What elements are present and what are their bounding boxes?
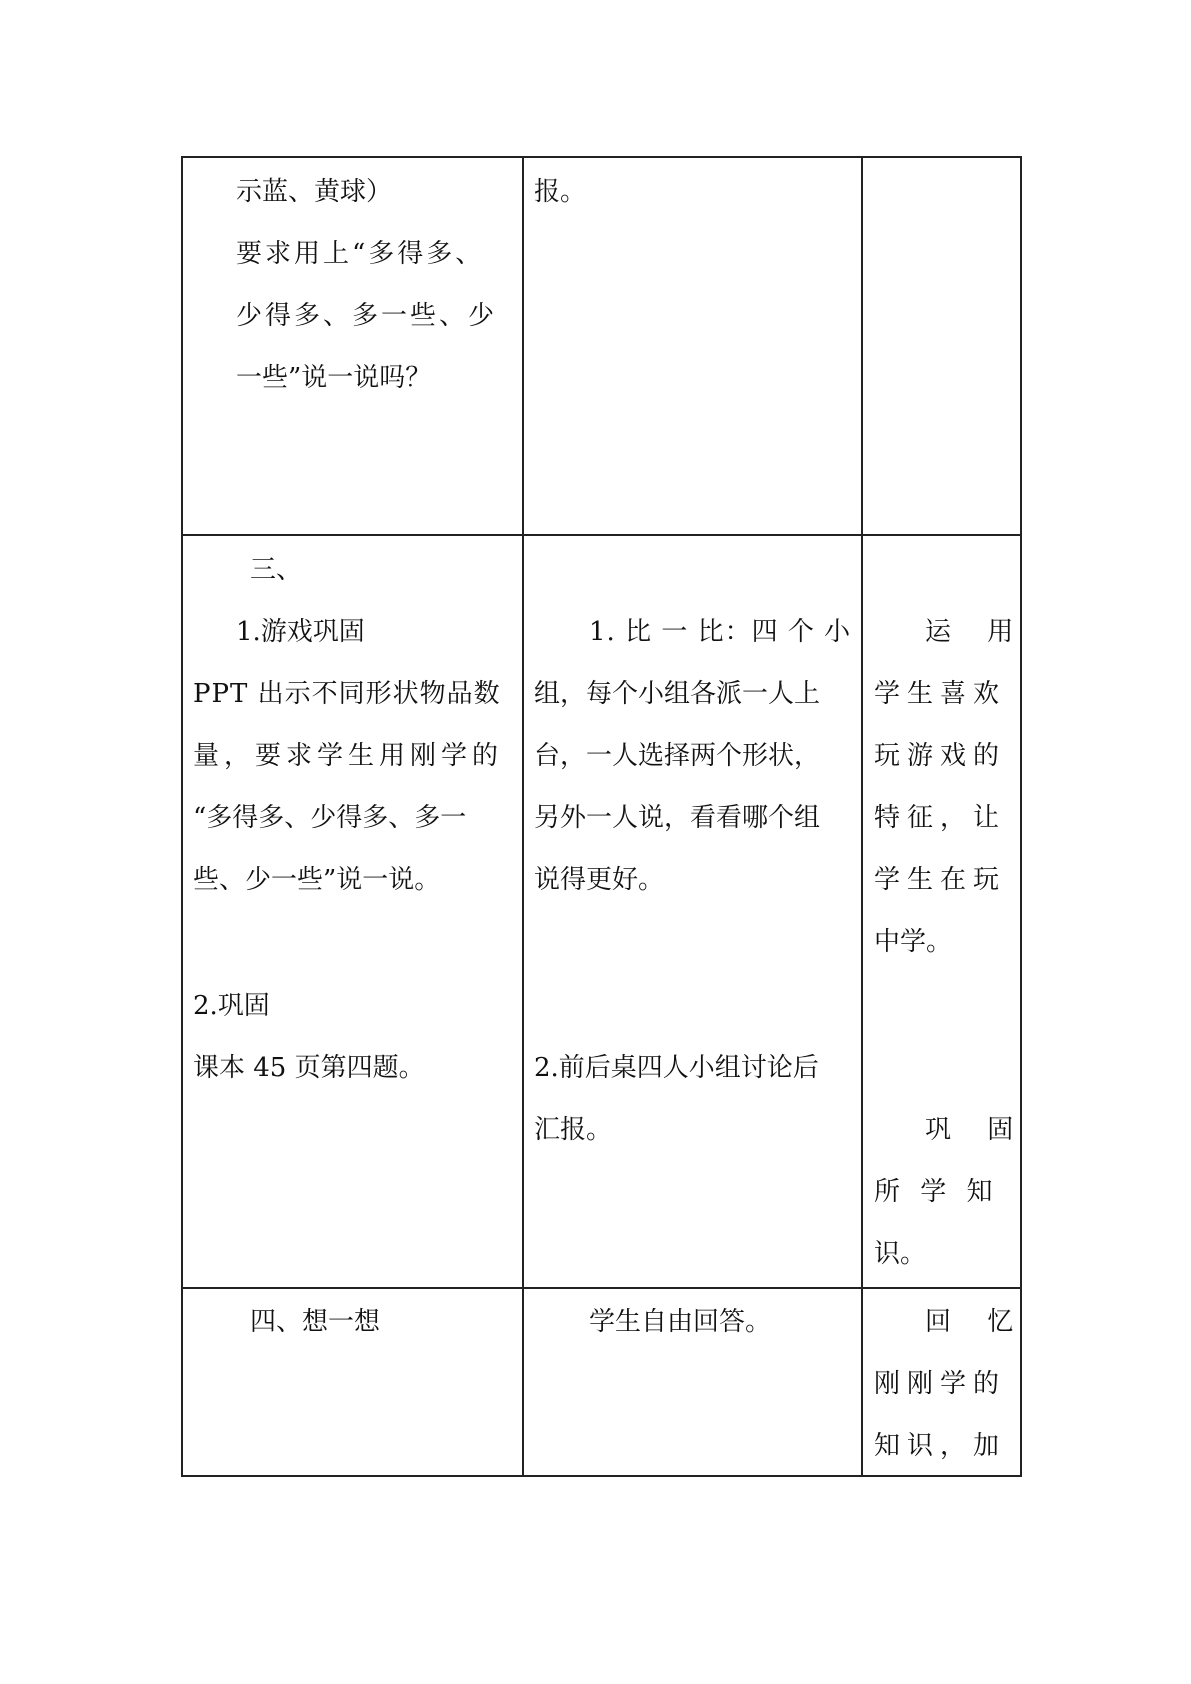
table-border-top [181,156,1022,158]
row1-col1-line: 示蓝、黄球） [236,177,393,207]
design-intent-line: 运 用 [925,617,1028,647]
student-activity-line: 1. 比 一 比：四 个 小 [589,617,852,647]
activity-title: 2.巩固 [193,991,270,1021]
table-border-left [181,156,183,1477]
table-border-bottom [181,1475,1022,1477]
student-activity-line: 学生自由回答。 [589,1307,772,1337]
student-activity-line: 说得更好。 [534,865,665,895]
design-intent-line: 所 学 知 [874,1177,999,1207]
activity-line: “多得多、少得多、多一 [193,803,467,833]
design-intent-line: 学生喜欢 [874,679,1007,709]
activity-title: 1.游戏巩固 [236,617,365,647]
student-activity-line: 2.前后桌四人小组讨论后 [534,1053,819,1083]
row-divider-1 [181,534,1022,536]
activity-line: 课本 45 页第四题。 [193,1053,425,1083]
section-heading: 四、想一想 [250,1307,381,1337]
activity-line: 些、少一些”说一说。 [193,865,441,895]
column-divider-2 [861,156,863,1477]
row-divider-2 [181,1287,1022,1289]
row1-col1-line: 少得多、多一些、少 [236,301,498,331]
activity-line: 量，要求学生用刚学的 [193,741,504,771]
lesson-plan-table [181,156,1028,1477]
column-divider-1 [522,156,524,1477]
activity-line: PPT 出示不同形状物品数 [193,679,501,709]
table-border-right [1020,156,1022,1477]
design-intent-line: 识。 [874,1239,927,1269]
design-intent-line: 回 忆 [925,1307,1028,1337]
design-intent-line: 知识，加 [874,1431,1007,1461]
row1-col1-line: 要求用上“多得多、 [236,239,485,269]
section-heading: 三、 [250,555,303,585]
student-activity-line: 汇报。 [534,1115,613,1145]
student-activity-line: 台，一人选择两个形状， [534,741,821,771]
design-intent-line: 巩 固 [925,1115,1028,1145]
row1-col1-line: 一些”说一说吗？ [236,363,432,393]
design-intent-line: 中学。 [874,927,953,957]
design-intent-line: 特征，让 [874,803,1007,833]
design-intent-line: 刚刚学的 [874,1369,1007,1399]
student-activity-line: 另外一人说，看看哪个组 [534,803,821,833]
row1-col2-line: 报。 [534,177,587,207]
design-intent-line: 玩游戏的 [874,741,1007,771]
design-intent-line: 学生在玩 [874,865,1007,895]
student-activity-line: 组，每个小组各派一人上 [534,679,821,709]
